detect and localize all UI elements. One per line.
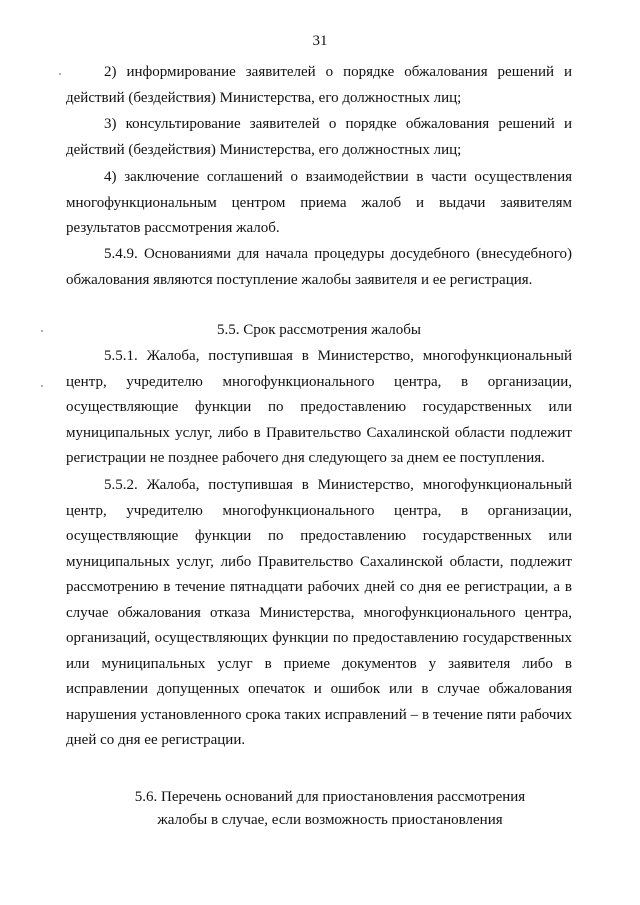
list-item-agreements: 4) заключение соглашений о взаимодействии в части осуществления многофункциональным центром приема жалоб и выдачи заявителям результатов рассмотрения жалоб. (66, 169, 572, 236)
scan-speck (59, 73, 61, 75)
section-5-6-heading-line-2: жалобы в случае, если возможность приостановления (157, 812, 503, 828)
paragraph-5-5-1: 5.5.1. Жалоба, поступившая в Министерство, многофункциональный центр, учредителю многофункционального центра, в организации, осуществляющие функции по предоставлению государственных или муниципальных услуг, либо в Правительство Сахалинской области подлежит регистрации не позднее рабочего дня следующего за днем ее поступления. (66, 348, 572, 466)
scan-speck (41, 385, 43, 387)
page-number: 31 (312, 33, 328, 49)
scan-speck (41, 330, 43, 332)
list-item-consulting: 3) консультирование заявителей о порядке обжалования решений и действий (бездействия) Министерства, его должностных лиц; (66, 116, 572, 158)
section-5-6-heading-line-1: 5.6. Перечень оснований для приостановления рассмотрения (134, 789, 526, 805)
list-item-informing: 2) информирование заявителей о порядке обжалования решений и действий (бездействия) Министерства, его должностных лиц; (66, 64, 572, 106)
section-5-5-heading: 5.5. Срок рассмотрения жалобы (216, 322, 421, 338)
paragraph-5-5-2: 5.5.2. Жалоба, поступившая в Министерство, многофункциональный центр, учредителю многофункционального центра, в организации, осуществляющие функции по предоставлению государственных или муниципальных услуг, либо Правительство Сахалинской области, подлежит рассмотрению в течение пятнадцати рабочих дней со дня ее регистрации, а в случае обжалования отказа Министерства, многофункционального центра, организаций, осуществляющих функции по предоставлению государственных или муниципальных услуг в приеме документов у заявителя либо в исправлении допущенных опечаток и ошибок или в случае обжалования нарушения установленного срока таких исправлений – в течение пяти рабочих дней со дня ее регистрации. (66, 477, 572, 748)
paragraph-5-4-9: 5.4.9. Основаниями для начала процедуры досудебного (внесудебного) обжалования являются поступление жалобы заявителя и ее регистрация. (66, 246, 572, 288)
